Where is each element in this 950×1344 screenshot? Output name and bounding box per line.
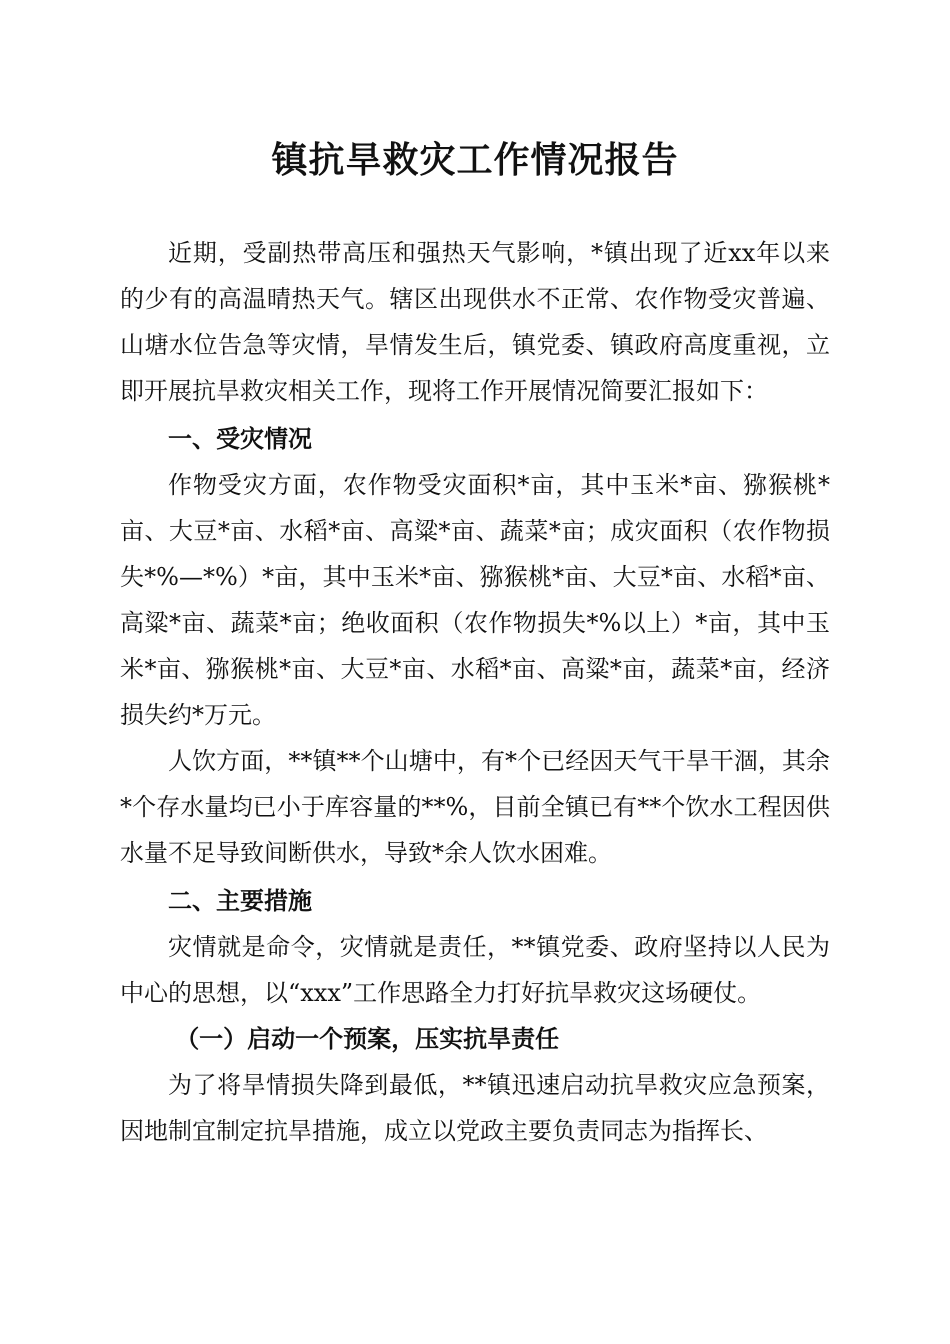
document-title: 镇抗旱救灾工作情况报告 xyxy=(271,139,679,181)
paragraph-drinking-water: 人饮方面，**镇**个山塘中，有*个已经因天气干旱干涸，其余*个存水量均已小于库容量的**%，目前全镇已有**个饮水工程因供水量不足导致间断供水，导致*余人饮水困难。 xyxy=(120,747,830,867)
paragraph-crop-damage: 作物受灾方面，农作物受灾面积*亩，其中玉米*亩、猕猴桃*亩、大豆*亩、水稻*亩、高粱*亩、蔬菜*亩；成灾面积（农作物损失*%—*%）*亩，其中玉米*亩、猕猴桃*亩、大豆*亩、水稻*亩、高粱*亩、蔬菜*亩；绝收面积（农作物损失*%以上）*亩，其中玉米*亩、猕猴桃*亩、大豆*亩、水稻*亩、高粱*亩，蔬菜*亩，经济损失约*万元。 xyxy=(120,471,830,729)
paragraph-intro: 近期，受副热带高压和强热天气影响，*镇出现了近xx年以来的少有的高温晴热天气。辖区出现供水不正常、农作物受灾普遍、山塘水位告急等灾情，旱情发生后，镇党委、镇政府高度重视，立即开展抗旱救灾相关工作，现将工作开展情况简要汇报如下： xyxy=(120,239,830,405)
section-heading-measures: 二、主要措施 xyxy=(168,887,312,915)
section-heading-disaster: 一、受灾情况 xyxy=(168,425,312,453)
paragraph-measures-intro: 灾情就是命令，灾情就是责任，**镇党委、政府坚持以人民为中心的思想，以“xxx”工作思路全力打好抗旱救灾这场硬仗。 xyxy=(120,933,830,1007)
document-body xyxy=(120,230,830,1154)
paragraph-plan: 为了将旱情损失降到最低，**镇迅速启动抗旱救灾应急预案，因地制宜制定抗旱措施，成立以党政主要负责同志为指挥长、 xyxy=(120,1071,830,1145)
subsection-heading-plan: （一）启动一个预案，压实抗旱责任 xyxy=(175,1024,560,1053)
